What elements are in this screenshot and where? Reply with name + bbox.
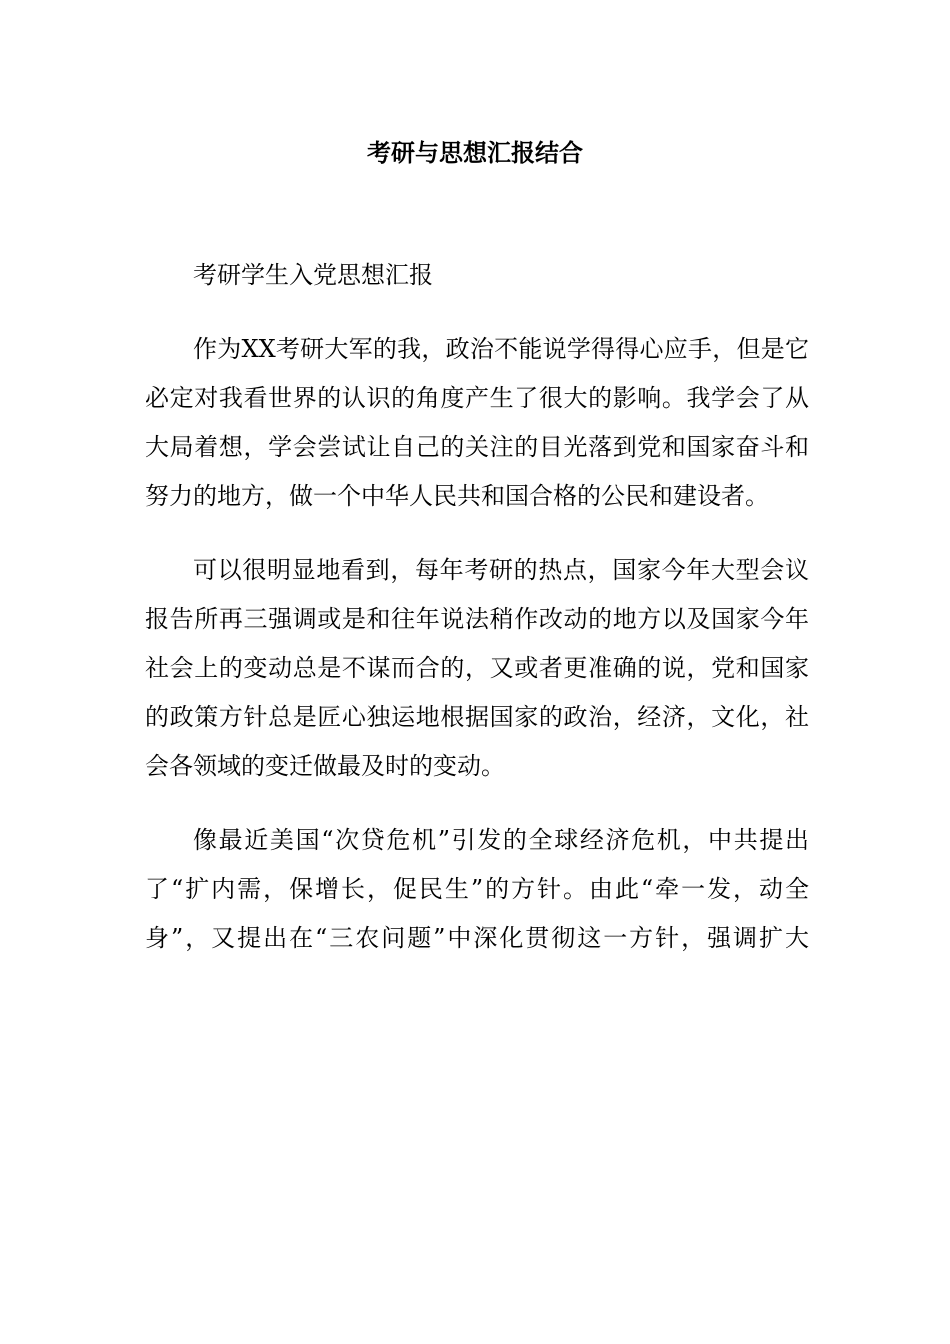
paragraph-line: 会各领域的变迁做最及时的变动。	[145, 752, 505, 780]
paragraph-line: 作为XX考研大军的我，政治不能说学得得心应手，但是它	[193, 335, 809, 363]
paragraph-line: 报告所再三强调或是和往年说法稍作改动的地方以及国家今年	[145, 605, 809, 633]
document-title: 考研与思想汇报结合	[367, 138, 583, 167]
paragraph-line: 像最近美国“次贷危机”引发的全球经济危机，中共提出	[193, 826, 809, 854]
paragraph-3	[145, 816, 809, 963]
paragraph-line: 考研学生入党思想汇报	[193, 261, 433, 289]
paragraph-subtitle	[145, 251, 809, 300]
paragraph-line: 了“扩内需，保增长，促民生”的方针。由此“牵一发，动全	[145, 875, 809, 903]
paragraph-line: 的政策方针总是匠心独运地根据国家的政治，经济，文化，社	[145, 703, 809, 731]
paragraph-1	[145, 325, 809, 521]
paragraph-line: 身”，又提出在“三农问题”中深化贯彻这一方针，强调扩大	[145, 924, 809, 952]
paragraph-line: 必定对我看世界的认识的角度产生了很大的影响。我学会了从	[145, 384, 809, 412]
document-body	[145, 251, 809, 988]
paragraph-line: 可以很明显地看到，每年考研的热点，国家今年大型会议	[193, 556, 809, 584]
paragraph-line: 社会上的变动总是不谋而合的，又或者更准确的说，党和国家	[145, 654, 809, 682]
paragraph-line: 努力的地方，做一个中华人民共和国合格的公民和建设者。	[145, 482, 769, 510]
paragraph-line: 大局着想，学会尝试让自己的关注的目光落到党和国家奋斗和	[145, 433, 809, 461]
paragraph-2	[145, 546, 809, 791]
